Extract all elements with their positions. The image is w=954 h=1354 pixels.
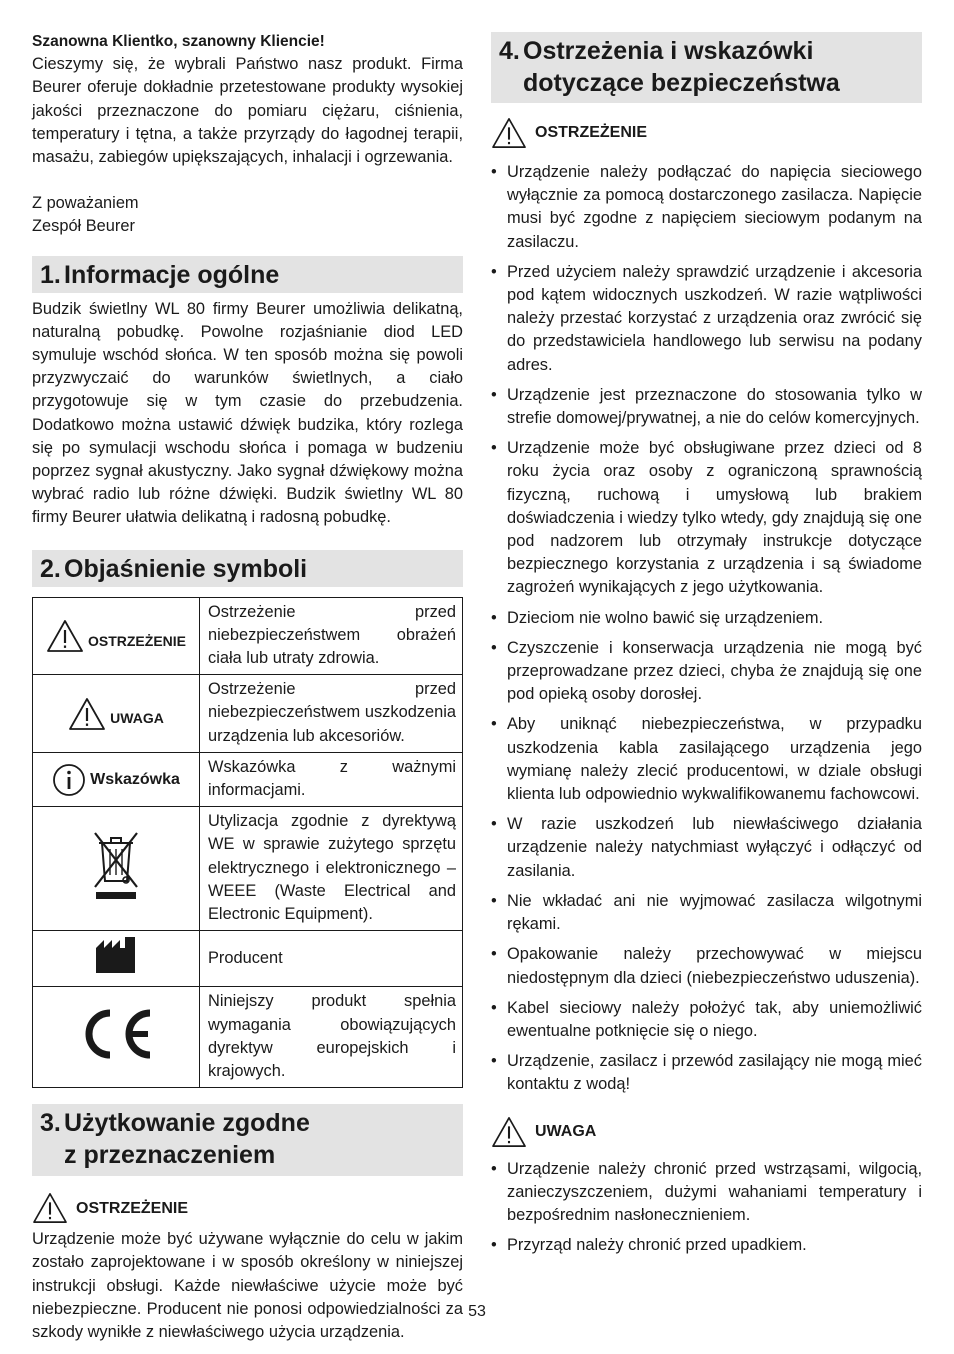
info-icon	[52, 763, 86, 797]
section-2-heading	[32, 550, 463, 587]
manufacturer-icon	[95, 936, 137, 974]
section-4-heading	[491, 32, 922, 103]
section-1-heading	[32, 256, 463, 293]
section-4-warning	[491, 117, 922, 149]
list-item: • Aby uniknąć niebezpieczeństwa, w przypadku uszkodzenia kabla zasilającego urządzenia jego wymianę należy zlecić producentowi, w dziale obsługi klienta lub odpowiednio wykwalifikowanemu fachowcowi.	[491, 713, 922, 806]
list-item: • Kabel sieciowy należy położyć tak, aby uniemożliwić ewentualne potknięcie się o niego.	[491, 997, 922, 1043]
greeting-text: Cieszymy się, że wybrali Państwo nasz produkt. Firma Beurer oferuje dokładnie przetestowane produkty wysokiej jakości przeznaczone do pomiaru ciężaru, ciśnienia, temperatury i tętna, a także przyrządy do łagodnej terapii, masażu, zabiegów upiększających, inhalacji i ogrzewania.	[32, 55, 463, 167]
section-4-title-line-1: Ostrzeżenia i wskazówki	[523, 37, 814, 65]
symbols-table	[32, 597, 463, 1088]
symbol-desc-warning: Ostrzeżenie przed niebezpieczeństwem obrażeń ciała lub utraty zdrowia.	[200, 597, 463, 675]
list-item: • Urządzenie należy chronić przed wstrząsami, wilgocią, zanieczyszczeniem, dużymi wahaniami temperatury i bezpośrednim nasłonecznieniem.	[491, 1158, 922, 1228]
greeting-title: Szanowna Klientko, szanowny Kliencie!	[32, 33, 325, 50]
symbol-row-warning	[33, 597, 463, 675]
section-1-title: Informacje ogólne	[64, 260, 280, 289]
symbol-label-warning: OSTRZEŻENIE	[87, 632, 186, 649]
section-4-title-line-2: dotyczące bezpieczeństwa	[523, 69, 840, 97]
section-2-title: Objaśnienie symboli	[64, 554, 308, 583]
section-3-number: 3.	[40, 1109, 61, 1138]
page-number: 53	[468, 1303, 486, 1320]
warning-triangle-icon	[491, 117, 527, 149]
section-4-caution-label: UWAGA	[535, 1122, 597, 1140]
warning-triangle-icon	[46, 619, 84, 653]
symbol-row-caution	[33, 675, 463, 753]
section-3-title-line-2: z przeznaczeniem	[64, 1141, 276, 1170]
symbol-row-weee	[33, 807, 463, 931]
list-item: • Czyszczenie i konserwacja urządzenia nie mogą być przeprowadzane przez dzieci, chyba że znajdują się one pod opieką osoby dorosłej.	[491, 637, 922, 707]
section-1-text: Budzik świetlny WL 80 firmy Beurer umożliwia delikatną, naturalną pobudkę. Powolne rozjaśnianie diod LED symuluje wschód słońca. W ten sposób można się powoli przyzwyczaić do warunków świetlnych, a ciało przygotowuje się w tym czasie do przebudzenia. Dodatkowo można ustawić dźwięk budzika, który rozlega się po symulacji wschodu słońca i pomaga w budzeniu poprzez sygnał akustyczny. Jako sygnał dźwiękowy można wybrać radio lub różne dźwięki. Budzik świetlny WL 80 firmy Beurer ułatwia delikatną i radosną pobudkę.	[32, 299, 463, 527]
section-2-number: 2.	[40, 554, 61, 583]
caution-list	[491, 1158, 922, 1258]
symbol-row-ce	[33, 987, 463, 1088]
symbol-row-manufacturer	[33, 931, 463, 987]
symbol-label-note: Wskazówka	[90, 770, 180, 788]
closing-line-2: Zespół Beurer	[32, 217, 135, 236]
symbol-label-caution: UWAGA	[110, 710, 164, 727]
list-item: • Nie wkładać ani nie wyjmować zasilacza wilgotnymi rękami.	[491, 890, 922, 936]
section-4-warning-label: OSTRZEŻENIE	[535, 124, 648, 142]
section-1-number: 1.	[40, 260, 61, 289]
safety-warning-list	[491, 161, 922, 1097]
symbol-desc-manufacturer: Producent	[200, 931, 463, 987]
section-4-caution	[491, 1116, 922, 1148]
ce-mark-icon	[77, 1006, 155, 1062]
caution-triangle-icon	[491, 1116, 527, 1148]
list-item: • Urządzenie może być obsługiwane przez dzieci od 8 roku życia oraz osoby z ograniczoną sprawnością fizyczną, ruchową i umysłową lub brakiem doświadczenia i wiedzy tylko wtedy, gdy znajdują się one pod nadzorem lub otrzymały instrukcje dotyczące bezpiecznego korzystania z urządzenia i są świadome zagrożeń wynikających z jego użytkowania.	[491, 437, 922, 599]
symbol-row-note	[33, 752, 463, 806]
list-item: • Urządzenie należy podłączać do napięcia sieciowego wyłącznie za pomocą dostarczonego zasilacza. Napięcie musi być zgodne z napięciem sieciowym podanym na zasilaczu.	[491, 161, 922, 254]
section-3-warning-label: OSTRZEŻENIE	[76, 1199, 189, 1217]
section-3-title-line-1: Użytkowanie zgodne	[64, 1109, 310, 1138]
list-item: • Urządzenie jest przeznaczone do stosowania tylko w strefie domowej/prywatnej, a nie do celów komercyjnych.	[491, 384, 922, 430]
section-3-warning	[32, 1192, 463, 1224]
caution-triangle-icon	[68, 697, 106, 731]
section-4-number: 4.	[499, 37, 520, 65]
left-column	[32, 30, 463, 1344]
symbol-desc-note: Wskazówka z ważnymi informacjami.	[200, 752, 463, 806]
list-item: • W razie uszkodzeń lub niewłaściwego działania urządzenie należy natychmiast wyłączyć i odłączyć od zasilania.	[491, 813, 922, 883]
right-column	[491, 32, 922, 1264]
warning-triangle-icon	[32, 1192, 68, 1224]
symbol-desc-weee: Utylizacja zgodnie z dyrektywą WE w sprawie zużytego sprzętu elektrycznego i elektronicznego – WEEE (Waste Electrical and Electronic Equipment).	[200, 807, 463, 931]
symbol-desc-caution: Ostrzeżenie przed niebezpieczeństwem uszkodzenia urządzenia lub akcesoriów.	[200, 675, 463, 753]
list-item: • Urządzenie, zasilacz i przewód zasilający nie mogą mieć kontaktu z wodą!	[491, 1050, 922, 1096]
list-item: • Przyrząd należy chronić przed upadkiem.	[491, 1234, 922, 1257]
weee-crossed-bin-icon	[91, 829, 141, 901]
symbol-desc-ce: Niniejszy produkt spełnia wymagania obowiązujących dyrektyw europejskich i krajowych.	[200, 987, 463, 1088]
list-item: • Opakowanie należy przechowywać w miejscu niedostępnym dla dzieci (niebezpieczeństwo uduszenia).	[491, 943, 922, 989]
section-3-text: Urządzenie może być używane wyłącznie do celu w jakim zostało zaprojektowane i w sposób określony w niniejszej instrukcji obsługi. Każde niewłaściwe użycie może być niebezpieczne. Producent nie ponosi odpowiedzialności za szkody wynikłe z niewłaściwego użycia urządzenia.	[32, 1230, 463, 1341]
section-3-heading	[32, 1104, 463, 1176]
closing-line-1: Z poważaniem	[32, 194, 139, 213]
list-item: • Przed użyciem należy sprawdzić urządzenie i akcesoria pod kątem widocznych uszkodzeń. W razie wątpliwości należy przestać korzystać z urządzenia oraz zwrócić się do przedstawiciela handlowego lub serwisu na podany adres.	[491, 261, 922, 377]
list-item: • Dzieciom nie wolno bawić się urządzeniem.	[491, 607, 922, 630]
